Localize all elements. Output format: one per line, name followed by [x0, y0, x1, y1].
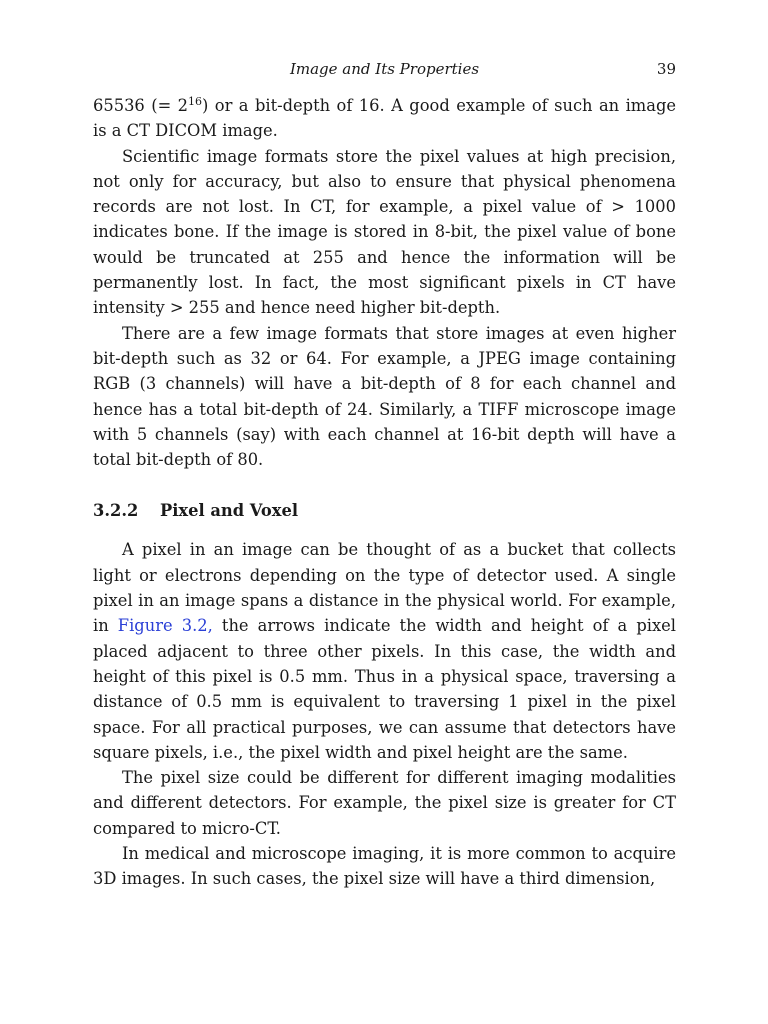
running-title: Image and Its Properties: [289, 60, 480, 78]
paragraph-text: 65536 (= 2: [93, 96, 189, 115]
running-header: [93, 60, 676, 82]
paragraph-text: ) or a bit-depth of 16. A good example of such an image is a CT DICOM image.: [93, 96, 677, 141]
paragraph-3d-images: In medical and microscope imaging, it is more common to acquire 3D images. In such cases, the pixel size will have a third dimension,: [93, 844, 676, 889]
superscript-exponent: 16: [188, 95, 203, 108]
paragraph-text: the arrows indicate the width and height of a pixel placed adjacent to three other pixels. In this case, the width and height of this pixel is 0.5 mm. Thus in a physical space, traversing a distance of 0.5 mm is equivalent to traversing 1 pixel in the pixel space. For all practical purposes, we can assume that detectors have square pixels, i.e., the pixel width and pixel height are the same.: [93, 616, 676, 762]
paragraph-higher-bit-depth: There are a few image formats that store images at even higher bit-depth such as 32 or 64. For example, a JPEG image containing RGB (3 channels) will have a bit-depth of 8 for each channel and hence has a total bit-depth of 24. Similarly, a TIFF microscope image with 5 channels (say) with each channel at 16-bit depth will have a total bit-depth of 80.: [93, 323, 676, 470]
section-number: 3.2.2: [93, 501, 139, 521]
page-number: 39: [656, 60, 676, 78]
paragraph-continued: [93, 93, 676, 144]
paragraph-pixel-definition: [93, 537, 676, 765]
section-title: Pixel and Voxel: [160, 501, 299, 521]
section-heading: [93, 498, 676, 523]
paragraph-text: A pixel in an image can be thought of as a bucket that collects light or electrons depending on the type of detector used. A single pixel in an image spans a distance in the physical world. For example, in: [93, 540, 676, 636]
page-body: [93, 93, 676, 892]
paragraph-scientific-formats: Scientific image formats store the pixel values at high precision, not only for accuracy, but also to ensure that physical phenomena records are not lost. In CT, for example, a pixel value of > 1000 indicates bone. If the image is stored in 8-bit, the pixel value of bone would be truncated at 255 and hence the information will be permanently lost. In fact, the most significant pixels in CT have intensity > 255 and hence need higher bit-depth.: [93, 146, 676, 318]
paragraph-pixel-size: The pixel size could be different for different imaging modalities and different detectors. For example, the pixel size is greater for CT compared to micro-CT.: [93, 768, 676, 838]
figure-reference-link[interactable]: Figure 3.2,: [117, 616, 213, 636]
